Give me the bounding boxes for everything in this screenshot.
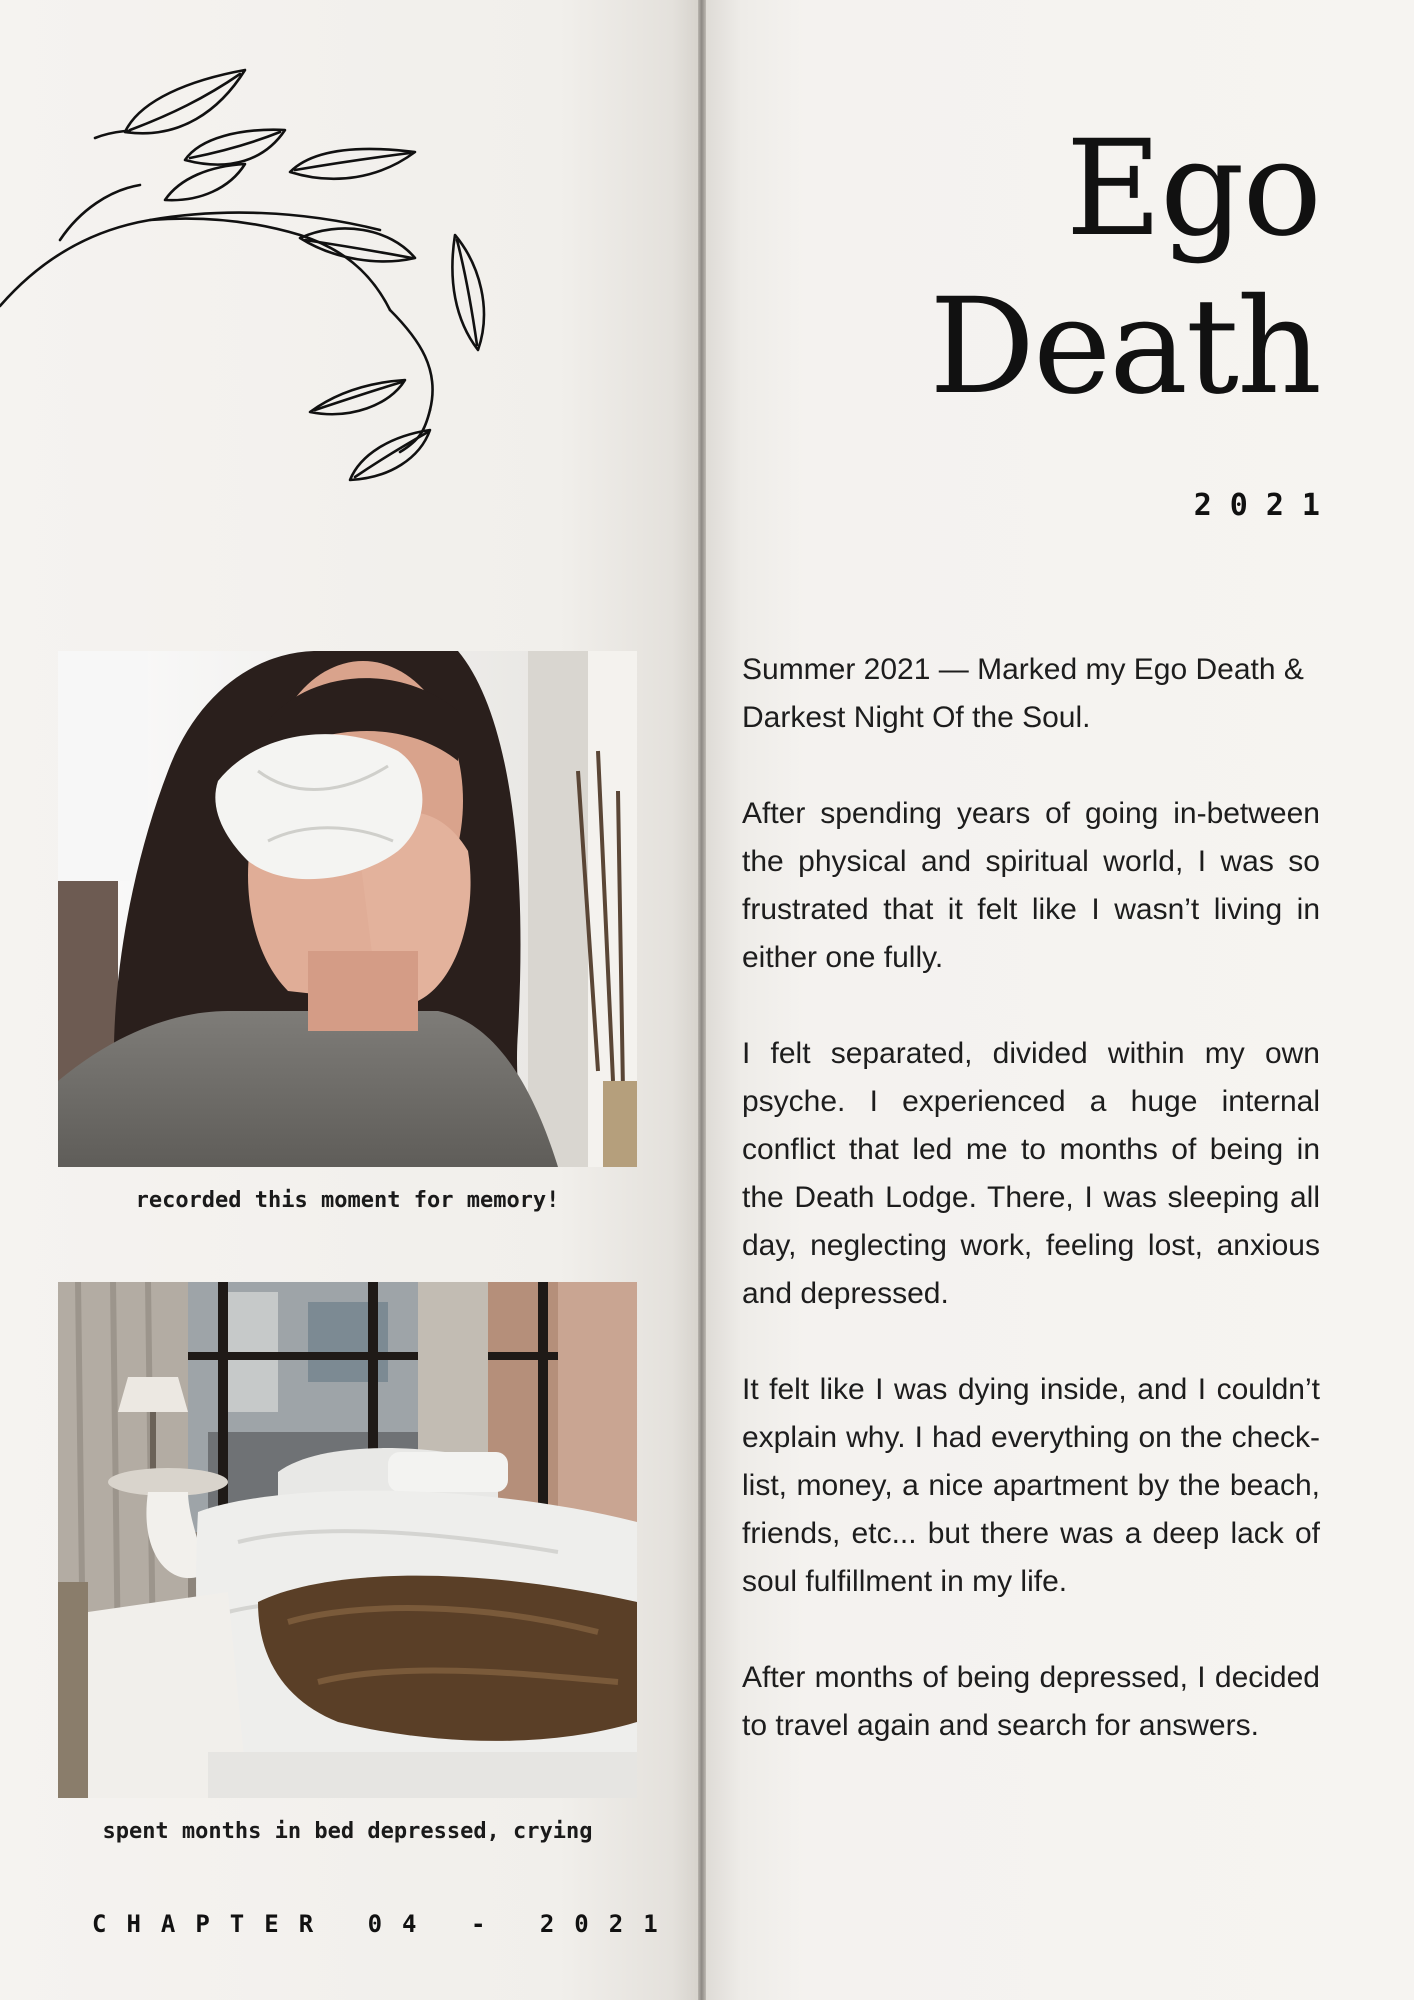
photo-caption-2: spent months in bed depressed, crying xyxy=(102,1819,593,1844)
photo-bed xyxy=(58,1282,637,1798)
title-line-1: Ego xyxy=(1065,112,1320,266)
book-spine xyxy=(698,0,706,2000)
paragraph-2: After spending years of going in-between the physical and spiritual world, I was so frustrated that it felt like I wasn’t living in either one fully. xyxy=(742,797,1320,974)
paragraph-3: I felt separated, divided within my own psyche. I experienced a huge internal conflict that led me to months of being in the Death Lodge. There, I was sleeping all day, neglecting work, feeling lost, anxious and depressed. xyxy=(742,1037,1320,1310)
leaf-vine-icon xyxy=(0,60,500,500)
photo-caption-1: recorded this moment for memory! xyxy=(135,1188,560,1213)
photo-crying xyxy=(58,651,637,1167)
story-text xyxy=(742,646,1320,1798)
paragraph-5: After months of being depressed, I decided to travel again and search for answers. xyxy=(742,1661,1320,1742)
page-title xyxy=(820,110,1320,426)
title-line-2: Death xyxy=(929,270,1320,424)
title-year: 2021 xyxy=(1193,488,1338,523)
paragraph-1: Summer 2021 — Marked my Ego Death & Darkest Night Of the Soul. xyxy=(742,653,1304,734)
paragraph-4: It felt like I was dying inside, and I couldn’t explain why. I had everything on the check-list, money, a nice apartment by the beach, friends, etc... but there was a deep lack of soul fulfillment in my life. xyxy=(742,1373,1320,1598)
chapter-label: CHAPTER 04 - 2021 xyxy=(92,1910,678,1938)
